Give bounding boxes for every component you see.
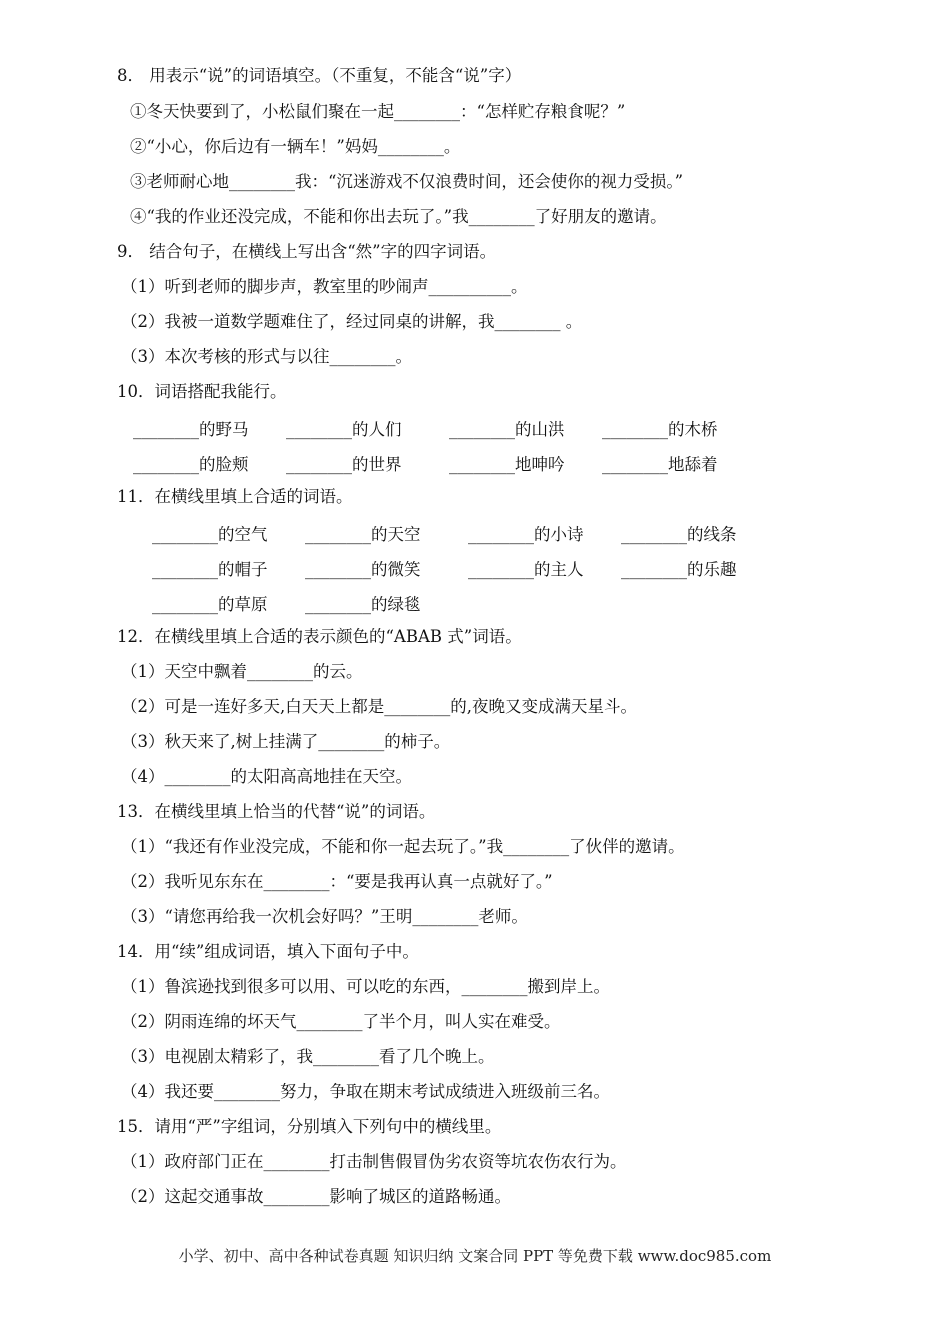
question-13-item-2: （2）我听见东东在________：“要是我再认真一点就好了。” bbox=[121, 872, 553, 891]
word-pair: ________的线条 bbox=[621, 525, 737, 544]
question-12-item-3: （3）秋天来了,树上挂满了________的柿子。 bbox=[121, 732, 451, 751]
word-pair: ________的脸颊 bbox=[133, 455, 249, 474]
word-pair: ________的野马 bbox=[133, 420, 249, 439]
question-13-item-3: （3）“请您再给我一次机会好吗？”王明________老师。 bbox=[121, 907, 528, 926]
question-8-item-3: ③老师耐心地________我：“沉迷游戏不仅浪费时间，还会使你的视力受损。” bbox=[130, 172, 684, 191]
question-15-title: 15．请用“严”字组词，分别填入下列句中的横线里。 bbox=[117, 1117, 502, 1136]
word-pair: ________的天空 bbox=[305, 525, 421, 544]
page-footer: 小学、初中、高中各种试卷真题 知识归纳 文案合同 PPT 等免费下载 www.doc985.com bbox=[178, 1247, 772, 1265]
word-pair: ________的小诗 bbox=[468, 525, 584, 544]
question-14-item-1: （1）鲁滨逊找到很多可以用、可以吃的东西，________搬到岸上。 bbox=[121, 977, 610, 996]
question-9-item-2: （2）我被一道数学题难住了，经过同桌的讲解，我________ 。 bbox=[121, 312, 583, 331]
word-pair: ________的乐趣 bbox=[621, 560, 737, 579]
question-12-item-4: （4）________的太阳高高地挂在天空。 bbox=[121, 767, 412, 786]
question-10-title: 10．词语搭配我能行。 bbox=[117, 382, 287, 401]
word-pair: ________的山洪 bbox=[449, 420, 565, 439]
question-14-item-2: （2）阴雨连绵的坏天气________了半个月，叫人实在难受。 bbox=[121, 1012, 561, 1031]
word-pair: ________的人们 bbox=[286, 420, 402, 439]
word-pair: ________的木桥 bbox=[602, 420, 718, 439]
word-pair: ________的绿毯 bbox=[305, 595, 421, 614]
question-8-item-4: ④“我的作业还没完成，不能和你出去玩了。”我________了好朋友的邀请。 bbox=[130, 207, 667, 226]
word-pair: ________的微笑 bbox=[305, 560, 421, 579]
question-12-item-1: （1）天空中飘着________的云。 bbox=[121, 662, 363, 681]
question-14-item-3: （3）电视剧太精彩了，我________看了几个晚上。 bbox=[121, 1047, 495, 1066]
question-8-item-1: ①冬天快要到了，小松鼠们聚在一起________：“怎样贮存粮食呢？” bbox=[130, 102, 626, 121]
word-pair: ________的主人 bbox=[468, 560, 584, 579]
word-pair: ________地舔着 bbox=[602, 455, 718, 474]
word-pair: ________的草原 bbox=[152, 595, 268, 614]
question-15-item-1: （1）政府部门正在________打击制售假冒伪劣农资等坑农伤农行为。 bbox=[121, 1152, 627, 1171]
question-12-item-2: （2）可是一连好多天,白天天上都是________的,夜晚又变成满天星斗。 bbox=[121, 697, 637, 716]
question-9-item-1: （1）听到老师的脚步声，教室里的吵闹声__________。 bbox=[121, 277, 528, 296]
question-9-title: 9． 结合句子，在横线上写出含“然”字的四字词语。 bbox=[117, 242, 497, 261]
question-9-item-3: （3）本次考核的形式与以往________。 bbox=[121, 347, 412, 366]
question-12-title: 12．在横线里填上合适的表示颜色的“ABAB 式”词语。 bbox=[117, 627, 522, 646]
question-13-title: 13．在横线里填上恰当的代替“说”的词语。 bbox=[117, 802, 436, 821]
word-pair: ________的世界 bbox=[286, 455, 402, 474]
word-pair: ________的帽子 bbox=[152, 560, 268, 579]
question-11-title: 11．在横线里填上合适的词语。 bbox=[117, 487, 353, 506]
question-13-item-1: （1）“我还有作业没完成，不能和你一起去玩了。”我________了伙伴的邀请。 bbox=[121, 837, 685, 856]
question-15-item-2: （2）这起交通事故________影响了城区的道路畅通。 bbox=[121, 1187, 511, 1206]
question-14-title: 14．用“续”组成词语，填入下面句子中。 bbox=[117, 942, 419, 961]
word-pair: ________地呻吟 bbox=[449, 455, 565, 474]
word-pair: ________的空气 bbox=[152, 525, 268, 544]
question-8-item-2: ②“小心，你后边有一辆车！”妈妈________。 bbox=[130, 137, 461, 156]
question-14-item-4: （4）我还要________努力，争取在期末考试成绩进入班级前三名。 bbox=[121, 1082, 610, 1101]
question-8-title: 8． 用表示“说”的词语填空。（不重复，不能含“说”字） bbox=[117, 66, 522, 85]
